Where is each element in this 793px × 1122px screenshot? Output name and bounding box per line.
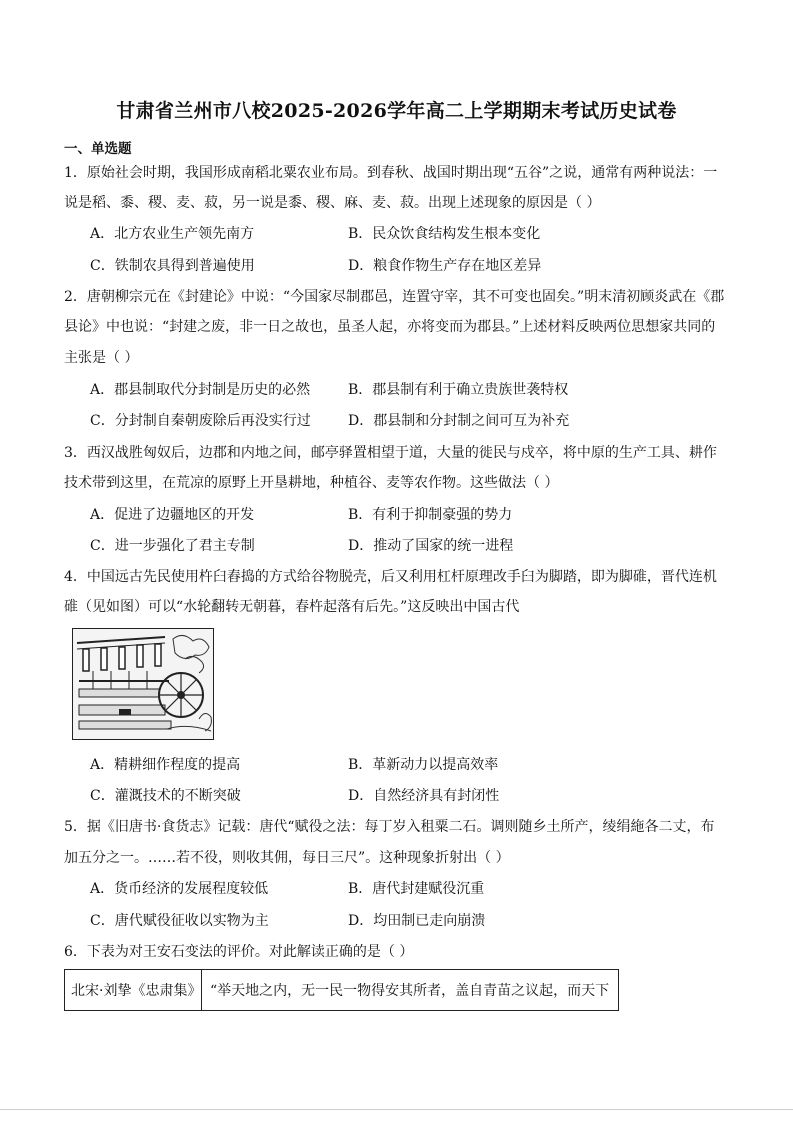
- question-4-option-a: A．精耕细作程度的提高: [90, 757, 241, 773]
- question-5-option-a: A．货币经济的发展程度较低: [90, 881, 269, 897]
- question-3-option-b: B．有利于抑制豪强的势力: [348, 507, 513, 523]
- question-2-option-c: C．分封制自秦朝废除后再没实行过: [90, 413, 311, 429]
- question-5-line-1: 5．据《旧唐书·食货志》记载：唐代“赋役之法：每丁岁入租粟二石。调则随乡土所产，绫绢絁各二丈，布: [64, 819, 715, 835]
- question-3-option-a: A．促进了边疆地区的开发: [90, 507, 255, 523]
- question-4-option-b: B．革新动力以提高效率: [348, 757, 499, 773]
- question-2-line-1: 2．唐朝柳宗元在《封建论》中说：“今国家尽制郡邑，连置守宰，其不可变也固矣。”明末清初顾炎武在《郡: [64, 289, 725, 305]
- question-5-line-2: 加五分之一。……若不役，则收其佣，每日三尺”。这种现象折射出（ ）: [64, 850, 510, 866]
- question-5-option-c: C．唐代赋役征收以实物为主: [90, 913, 269, 929]
- water-mill-drawing: [73, 629, 213, 739]
- question-4-option-d: D．自然经济具有封闭性: [348, 788, 500, 804]
- section-heading: 一、单选题: [64, 141, 132, 157]
- question-4-line-2: 碓（见如图）可以“水轮翻转无朝暮，春杵起落有后先。”这反映出中国古代: [64, 599, 520, 615]
- question-5-option-d: D．均田制已走向崩溃: [348, 913, 486, 929]
- evaluation-table: [64, 969, 619, 1011]
- question-2-line-3: 主张是（ ）: [64, 350, 139, 366]
- question-4-option-c: C．灌溉技术的不断突破: [90, 788, 241, 804]
- question-1-option-a: A．北方农业生产领先南方: [90, 226, 255, 242]
- question-1-option-c: C．铁制农具得到普遍使用: [90, 258, 255, 274]
- question-2-line-2: 县论》中也说：“封建之废，非一日之故也，虽圣人起，亦将变而为郡县。”上述材料反映两位思想家共同的: [64, 319, 716, 335]
- question-6-line-1: 6．下表为对王安石变法的评价。对此解读正确的是（ ）: [64, 944, 414, 960]
- question-3-line-1: 3．西汉战胜匈奴后，边郡和内地之间，邮亭驿置相望于道，大量的徙民与戍卒，将中原的生产工具、耕作: [64, 445, 717, 461]
- question-3-option-d: D．推动了国家的统一进程: [348, 538, 514, 554]
- question-2-option-a: A．郡县制取代分封制是历史的必然: [90, 382, 311, 398]
- question-3-option-c: C．进一步强化了君主专制: [90, 538, 255, 554]
- question-3-line-2: 技术带到这里，在荒凉的原野上开垦耕地，种植谷、麦等农作物。这些做法（ ）: [64, 475, 559, 491]
- footer-divider: [0, 1109, 793, 1110]
- question-2-option-d: D．郡县制和分封制之间可互为补充: [348, 413, 570, 429]
- question-1-line-1: 1．原始社会时期，我国形成南稻北粟农业布局。到春秋、战国时期出现“五谷”之说，通常有两种说法：一: [64, 165, 718, 181]
- question-2-option-b: B．郡县制有利于确立贵族世袭特权: [348, 382, 569, 398]
- question-1-line-2: 说是稻、黍、稷、麦、菽，另一说是黍、稷、麻、麦、菽。出现上述现象的原因是（ ）: [64, 195, 601, 211]
- question-1-option-d: D．粮食作物生产存在地区差异: [348, 258, 542, 274]
- page-title: 甘肃省兰州市八校2025-2026学年高二上学期期末考试历史试卷: [116, 100, 677, 122]
- question-5-option-b: B．唐代封建赋役沉重: [348, 881, 485, 897]
- question-4-line-1: 4．中国远古先民使用杵臼舂捣的方式给谷物脱壳，后又利用杠杆原理改手臼为脚踏，即为脚碓，晋代连机: [64, 569, 717, 585]
- table-cell-text: “举天地之内，无一民一物得安其所者，盖自青苗之议起，而天下: [210, 983, 610, 999]
- water-mill-illustration: [72, 628, 214, 740]
- table-cell-source: 北宋·刘挚《忠肃集》: [65, 970, 202, 1010]
- question-1-option-b: B．民众饮食结构发生根本变化: [348, 226, 541, 242]
